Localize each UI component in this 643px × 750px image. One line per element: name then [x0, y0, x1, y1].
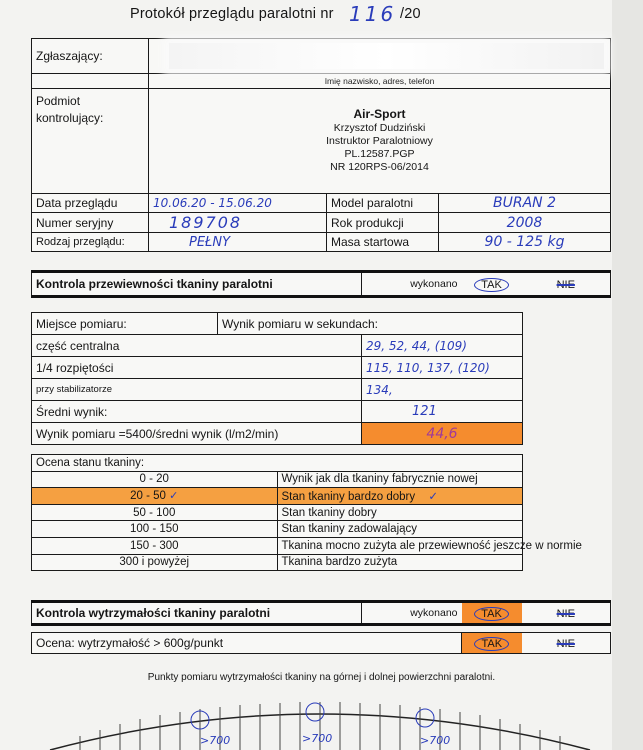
scale-row [32, 537, 523, 554]
scale-row [32, 471, 523, 488]
scale-range-selected [32, 488, 278, 505]
check-mark-icon-2: ✓ [428, 488, 438, 503]
measure-point-2 [306, 703, 324, 721]
formula-value: 44,6 [362, 423, 523, 445]
porosity-title: Kontrola przewiewności tkaniny paralotni [32, 272, 362, 297]
scale-desc-text: Stan tkaniny bardzo dobry [281, 490, 416, 503]
porosity-header [31, 270, 611, 298]
measure-label-center: część centralna [32, 335, 362, 357]
wing-diagram [40, 688, 600, 750]
scale-range: 100 - 150 [32, 521, 278, 538]
porosity-done-label: wykonano [362, 272, 462, 297]
applicant-redacted [149, 39, 611, 74]
model-label: Model paralotni [327, 194, 439, 213]
assessment-label: Ocena stanu tkaniny: [32, 455, 523, 472]
org-role: Instruktor Paralotniowy [326, 135, 433, 147]
strength-yes: TAK [474, 607, 509, 621]
title-suffix: /20 [400, 6, 421, 22]
protocol-title [130, 2, 421, 26]
measure-label-quarter: 1/4 rozpiętości [32, 357, 362, 379]
scale-range: 0 - 20 [32, 471, 278, 488]
average-value: 121 [362, 401, 523, 423]
strength-no: NIE [556, 608, 575, 620]
header-table [31, 38, 611, 252]
scale-desc: Tkanina mocno zużyta ale przewiewność jeszcze w normie [277, 537, 523, 554]
measure-mark-3: >700 [420, 734, 451, 747]
check-mark-icon: ✓ [169, 489, 179, 503]
mass-value: 90 - 125 kg [439, 233, 611, 252]
applicant-label: Zgłaszający: [32, 39, 149, 74]
org-id2: NR 120RPS-06/2014 [330, 161, 429, 173]
type-label: Rodzaj przeglądu: [32, 233, 149, 252]
strength-no-2: NIE [556, 638, 575, 650]
date-value: 10.06.20 - 15.06.20 [149, 194, 327, 213]
scale-desc: Wynik jak dla tkaniny fabrycznie nowej [277, 471, 523, 488]
scale-desc-selected [277, 488, 523, 505]
serial-value: 189708 [149, 213, 327, 233]
org-id1: PL.12587.PGP [344, 148, 415, 160]
scale-row-selected [32, 488, 523, 505]
background-bleed [612, 0, 643, 750]
measure-mark-2: >700 [302, 732, 333, 745]
scale-desc: Stan tkaniny zadowalający [277, 521, 523, 538]
title-prefix: Protokół przeglądu paralotni nr [130, 6, 334, 22]
strength-assessment: Ocena: wytrzymałość > 600g/punkt [32, 633, 462, 654]
scale-range: 150 - 300 [32, 537, 278, 554]
model-value: BURAN 2 [439, 194, 611, 213]
porosity-yes: TAK [474, 278, 509, 292]
scale-desc: Stan tkaniny dobry [277, 504, 523, 521]
inspector-label: Podmiot kontrolujący: [32, 89, 149, 194]
scale-range: 50 - 100 [32, 504, 278, 521]
strength-title: Kontrola wytrzymałości tkaniny paralotni [32, 602, 362, 625]
formula-label: Wynik pomiaru =5400/średni wynik (l/m2/min) [32, 423, 362, 445]
year-label: Rok produkcji [327, 213, 439, 233]
scale-row [32, 521, 523, 538]
measure-value-stabilizer: 134, [362, 379, 523, 401]
measure-label-stabilizer: przy stabilizatorze [32, 379, 362, 401]
serial-label: Numer seryjny [32, 213, 149, 233]
porosity-no: NIE [556, 279, 575, 291]
measure-value-center: 29, 52, 44, (109) [362, 335, 523, 357]
points-note: Punkty pomiaru wytrzymałości tkaniny na górnej i dolnej powierzchni paralotni. [147, 672, 496, 683]
scale-range-text: 20 - 50 [130, 490, 166, 503]
strength-yes-2: TAK [474, 637, 509, 651]
applicant-caption: Imię nazwisko, adres, telefon [149, 74, 611, 89]
average-label: Średni wynik: [32, 401, 362, 423]
measure-point-3 [416, 709, 434, 727]
scale-row [32, 504, 523, 521]
inspector-org [149, 89, 611, 194]
strength-section [31, 600, 611, 654]
year-value: 2008 [439, 213, 611, 233]
measure-mark-1: >700 [200, 734, 231, 747]
place-label: Miejsce pomiaru: [32, 313, 218, 335]
org-person: Krzysztof Dudziński [333, 122, 426, 134]
mass-label: Masa startowa [327, 233, 439, 252]
fabric-scale [31, 454, 582, 571]
strength-done-label: wykonano [362, 602, 462, 625]
measure-value-quarter: 115, 110, 137, (120) [362, 357, 523, 379]
scale-range: 300 i powyżej [32, 554, 278, 571]
result-label: Wynik pomiaru w sekundach: [218, 313, 523, 335]
protocol-number: 116 [349, 2, 397, 26]
type-value: PEŁNY [149, 233, 327, 252]
scale-row [32, 554, 523, 571]
date-label: Data przeglądu [32, 194, 149, 213]
scale-desc: Tkanina bardzo zużyta [277, 554, 523, 571]
porosity-measurements [31, 312, 523, 445]
org-name: Air-Sport [353, 107, 406, 121]
